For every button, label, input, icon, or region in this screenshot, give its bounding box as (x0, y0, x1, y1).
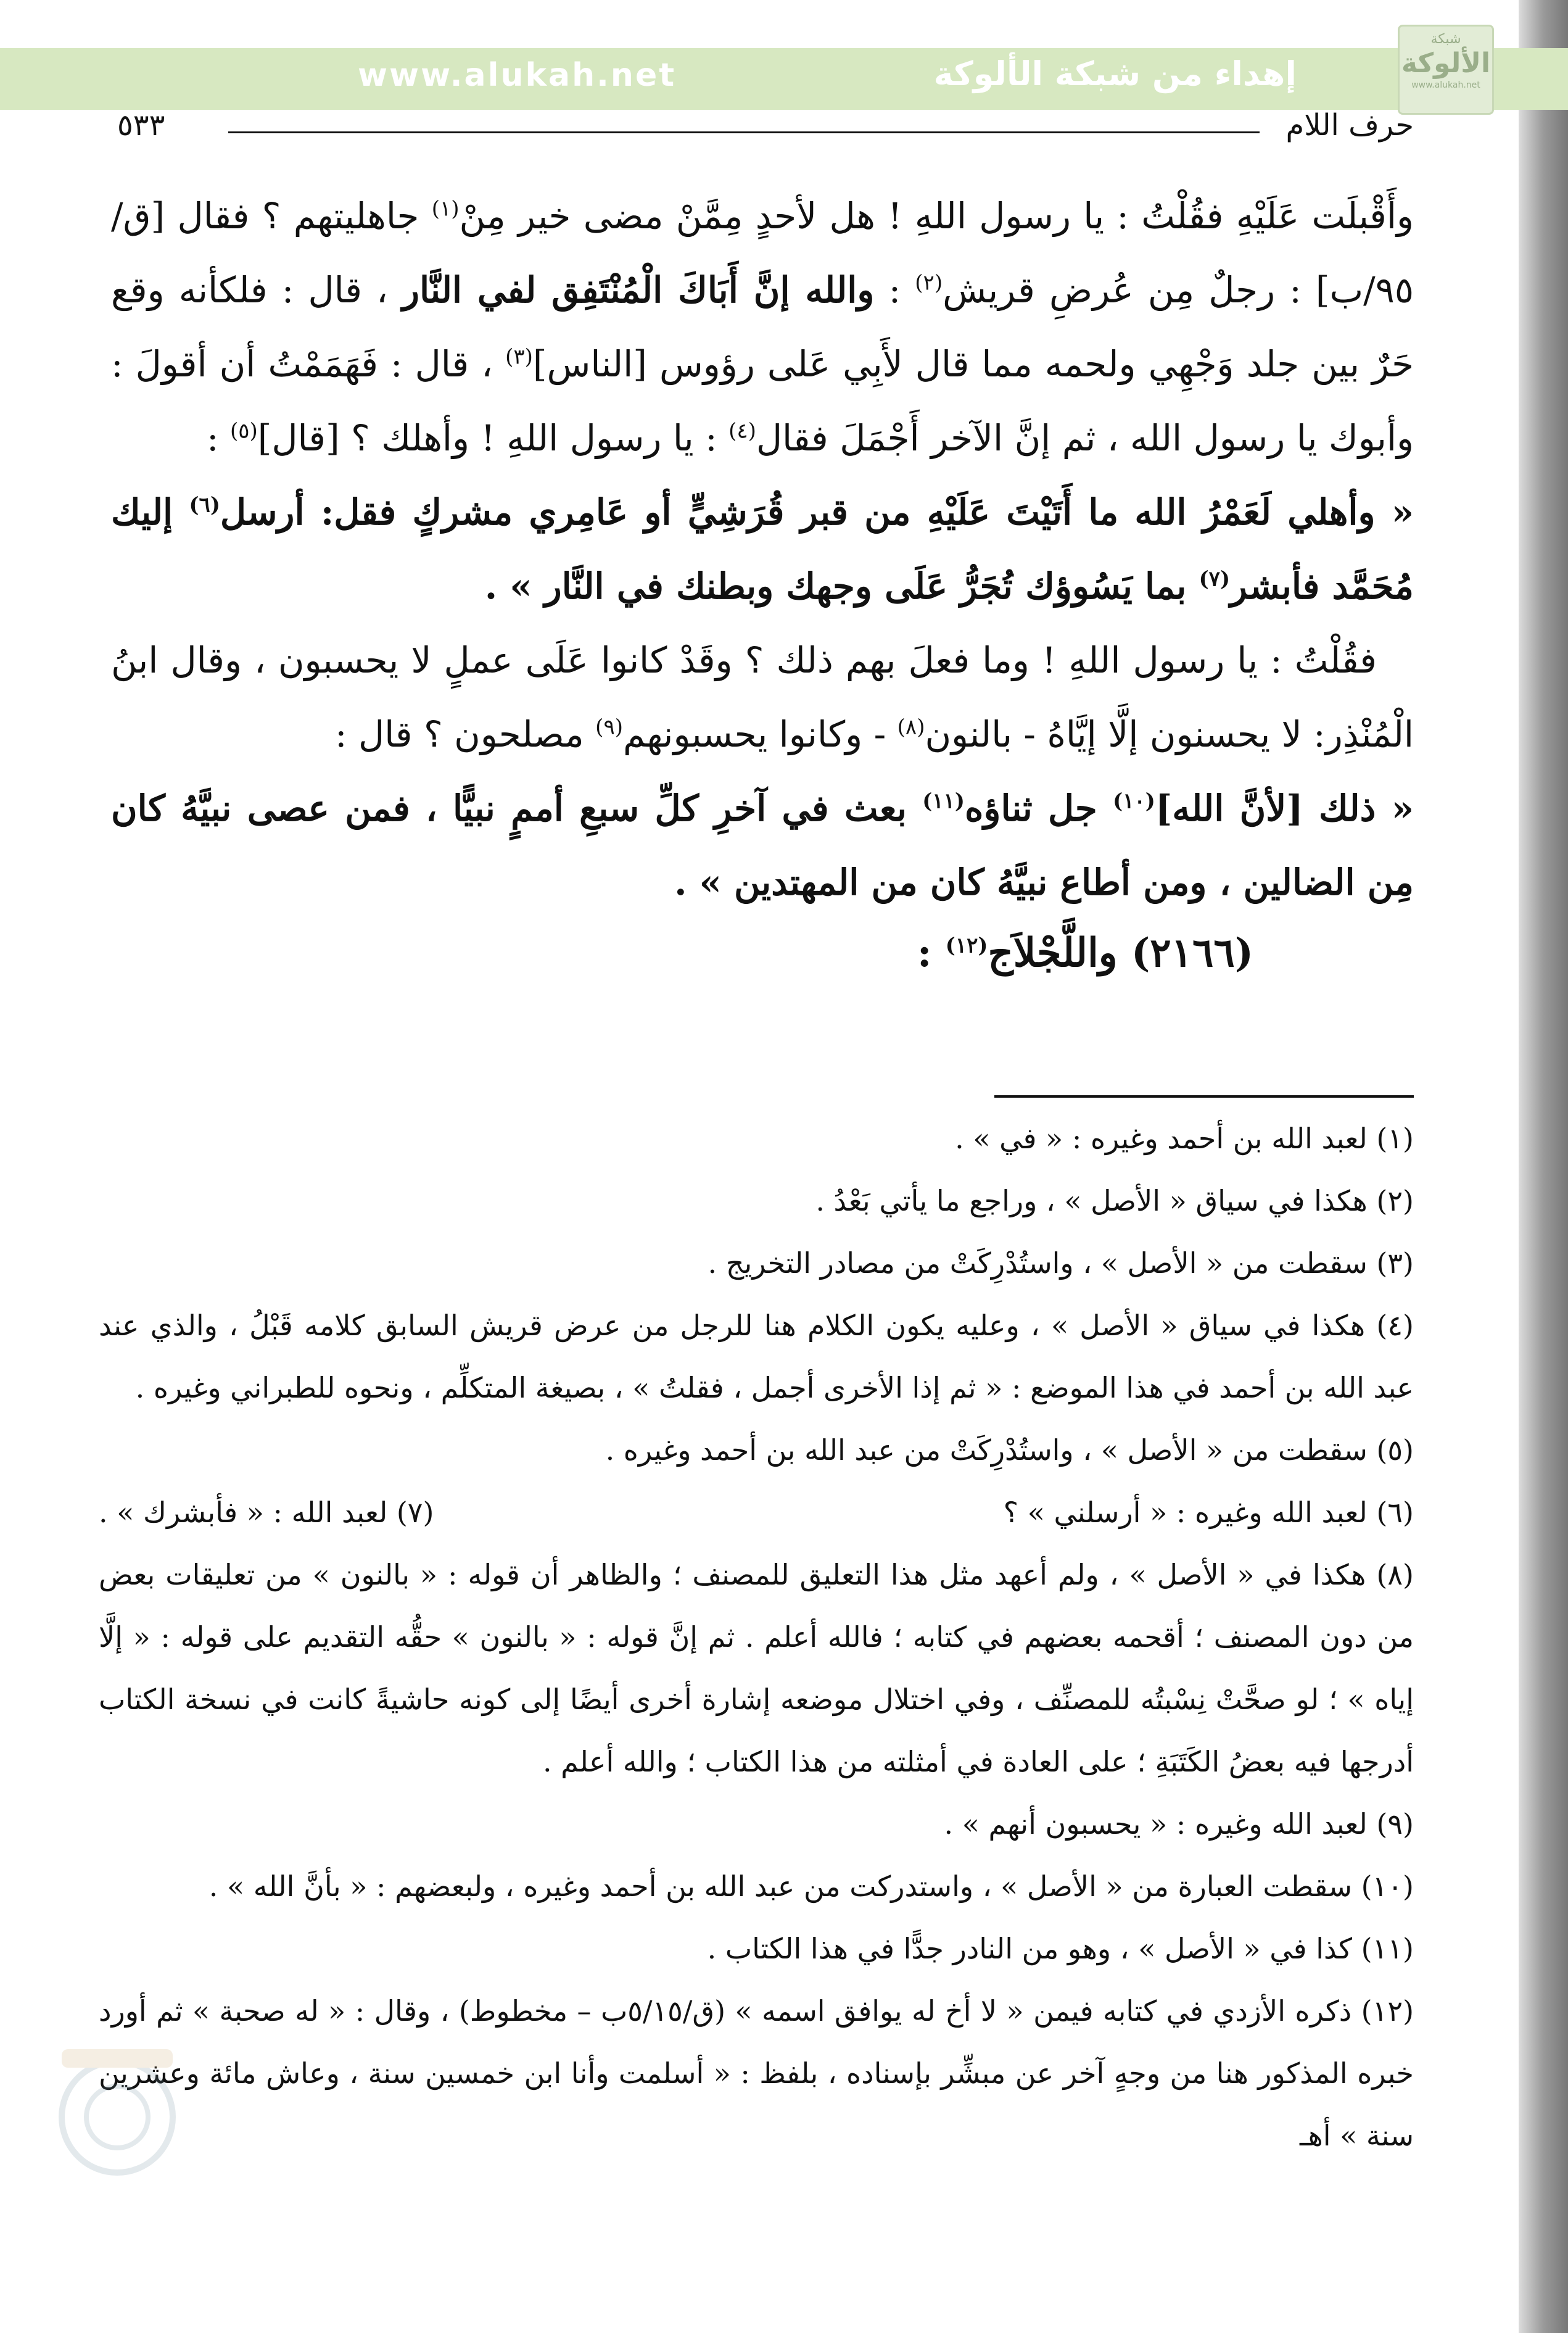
entry-heading-text: (٢١٦٦) واللَّجْلاَج (988, 930, 1253, 976)
footnote-12: (١٢) ذكره الأزدي في كتابه فيمن « لا أخ له يوافق اسمه » (ق/٥/١٥ب – مخطوط) ، وقال : « له صحبة » ثم أورد خبره المذكور هنا من وجهٍ آخر عن مبشِّر بإسناده ، بلفظ : « أسلمت وأنا ابن خمسين سنة ، وعاش مائة وعشرين سنة » أهـ (99, 1994, 1414, 2152)
site-banner (0, 48, 1568, 110)
quote1-text-a: « وأهلي لَعَمْرُ الله ما أَتَيْتَ عَلَيْهِ من قبر قُرَشِيٍّ أو عَامِري مشركٍ فقل: أرسل (220, 491, 1414, 533)
footnote-8: (٨) هكذا في « الأصل » ، ولم أعهد مثل هذا التعليق للمصنف ؛ والظاهر أن قوله : « بالنون » من تعليقات بعض من دون المصنف ؛ أقحمه بعضهم في كتابه ؛ فالله أعلم . ثم إنَّ قوله : « بالنون » حقُّه التقديم على قوله : « إلَّا إياه » ؛ لو صحَّتْ نِسْبتُه للمصنِّف ، وفي اختلال موضعه إشارة أخرى أيضًا إلى كونه حاشيةً كانت في نسخة الكتاب أدرجها فيه بعضُ الكَتَبَةِ ؛ على العادة في أمثلته من هذا الكتاب ؛ والله أعلم . (99, 1558, 1414, 1778)
footnote-ref-10: (١٠) (1113, 789, 1155, 814)
footnote-5: (٥) سقطت من « الأصل » ، واستُدْرِكَتْ من عبد الله بن أحمد وغيره . (605, 1433, 1414, 1467)
header-rule (228, 131, 1260, 133)
footnote-separator (994, 1095, 1414, 1098)
footnote-9: (٩) لعبد الله وغيره : « يحسبون أنهم » . (944, 1807, 1414, 1841)
entry-heading (111, 919, 1414, 987)
logo-main-text: الألوكة (1401, 48, 1491, 79)
hadith-quote-1 (111, 475, 1414, 623)
running-title: حرف اللام (1285, 108, 1414, 143)
para1-text-g: : (207, 417, 230, 459)
quote1-text-b: إليك مُحَمَّد فأبشر (111, 491, 1414, 607)
main-text (111, 179, 1414, 987)
quote1-text-c: بما يَسُوؤك تُجَرُّ عَلَى وجهك وبطنك في النَّار » . (484, 565, 1199, 607)
page-header (117, 108, 1414, 151)
footnote-2: (٢) هكذا في سياق « الأصل » ، وراجع ما يأتي بَعْدُ . (815, 1184, 1414, 1217)
banner-text: إهداء من شبكة الألوكة (933, 54, 1297, 93)
page-number: ٥٣٣ (117, 108, 165, 143)
hadith-quote-2 (111, 771, 1414, 919)
footnote-ref-1: (١) (431, 196, 460, 222)
quote2-text-c: بعث في آخرِ كلِّ سبعِ أممٍ نبيًّا ، فمن عصى نبيَّهُ كان مِن الضالين ، ومن أطاع نبيَّهُ كان من المهتدين » . (111, 787, 1414, 903)
paragraph-2 (111, 623, 1414, 771)
entry-heading-colon: : (917, 930, 946, 976)
footnote-3: (٣) سقطت من « الأصل » ، واستُدْرِكَتْ من مصادر التخريج . (708, 1246, 1414, 1280)
footnote-ref-2: (٢) (915, 270, 943, 296)
footnote-ref-3: (٣) (505, 344, 533, 370)
para1-text-e: ، قال : فَهَمَمْتُ أن أقولَ : وأبوك يا رسول الله ، ثم إنَّ الآخر أَجْمَلَ فقال (111, 343, 1414, 459)
footnote-11: (١١) كذا في « الأصل » ، وهو من النادر جدًّا في هذا الكتاب . (707, 1932, 1414, 1965)
footnote-ref-12: (١٢) (945, 933, 988, 958)
para1-text: وأَقْبلَت عَلَيْهِ فقُلْتُ : يا رسول اللهِ ! هل لأحدٍ مِمَّنْ مضى خير مِنْ (459, 195, 1414, 237)
para2-text-a: فقُلْتُ : يا رسول اللهِ ! وما فعلَ بهم ذلك ؟ وقَدْ كانوا عَلَى عملٍ لا يحسبون ، وقال ابنُ الْمُنْذِر: لا يحسنون إلَّا إيَّاهُ - بالنون (111, 639, 1414, 755)
para1-text-b: جاهليتهم ؟ فقال [ق/ ٩٥/ب] : رجلٌ مِن عُرضِ قريش (111, 195, 1414, 311)
footnote-ref-5: (٥) (229, 418, 258, 444)
footnote-7: (٧) لعبد الله : « فأبشرك » . (99, 1496, 434, 1529)
footnote-ref-8: (٨) (897, 715, 925, 740)
footnote-ref-6: (٦) (189, 492, 220, 518)
hadith-bold-1: والله إنَّ أَبَاكَ الْمُنْتَفِق لفي النَّار (402, 269, 875, 311)
logo-small-text: شبكة (1430, 31, 1461, 47)
footnote-row-6-7 (99, 1481, 1414, 1544)
para2-text-b: - وكانوا يحسبونهم (622, 713, 897, 755)
footnote-6: (٦) لعبد الله وغيره : « أرسلني » ؟ (1003, 1496, 1414, 1529)
footnote-ref-11: (١١) (922, 789, 965, 814)
quote2-text-b: جل ثناؤه (965, 787, 1113, 829)
quote2-text-a: « ذلك [لأنَّ الله] (1155, 787, 1414, 829)
logo-url-text: www.alukah.net (1411, 80, 1480, 90)
para1-text-d: ، قال : فلكأنه وقع حَرٌ بين جلد وَجْهِي ولحمه مما قال لأَبِي عَلى رؤوس [الناس] (111, 269, 1414, 385)
para2-text-c: مصلحون ؟ قال : (335, 713, 596, 755)
paragraph-1 (111, 179, 1414, 475)
para1-text-f: : يا رسول اللهِ ! وأهلك ؟ [قال] (257, 417, 729, 459)
footnote-ref-7: (٧) (1199, 566, 1231, 592)
para1-text-c: : (874, 269, 915, 311)
footnote-1: (١) لعبد الله بن أحمد وغيره : « في » . (955, 1122, 1414, 1155)
footnote-10: (١٠) سقطت العبارة من « الأصل » ، واستدركت من عبد الله بن أحمد وغيره ، ولبعضهم : « بأنَّ الله » . (208, 1870, 1414, 1903)
site-logo (1398, 25, 1494, 115)
footnote-ref-4: (٤) (728, 418, 756, 444)
watermark-logo (25, 2043, 210, 2179)
footnote-ref-9: (٩) (595, 715, 623, 740)
footnote-4: (٤) هكذا في سياق « الأصل » ، وعليه يكون الكلام هنا للرجل من عرض قريش السابق كلامه قَبْلُ ، والذي عند عبد الله بن أحمد في هذا الموضع : « ثم إذا الأخرى أجمل ، فقلتُ » ، بصيغة المتكلِّم ، ونحوه للطبراني وغيره . (99, 1309, 1414, 1404)
banner-url[interactable]: www.alukah.net (358, 57, 677, 94)
scan-edge-shadow (1519, 0, 1568, 2333)
footnotes (99, 1108, 1414, 2167)
